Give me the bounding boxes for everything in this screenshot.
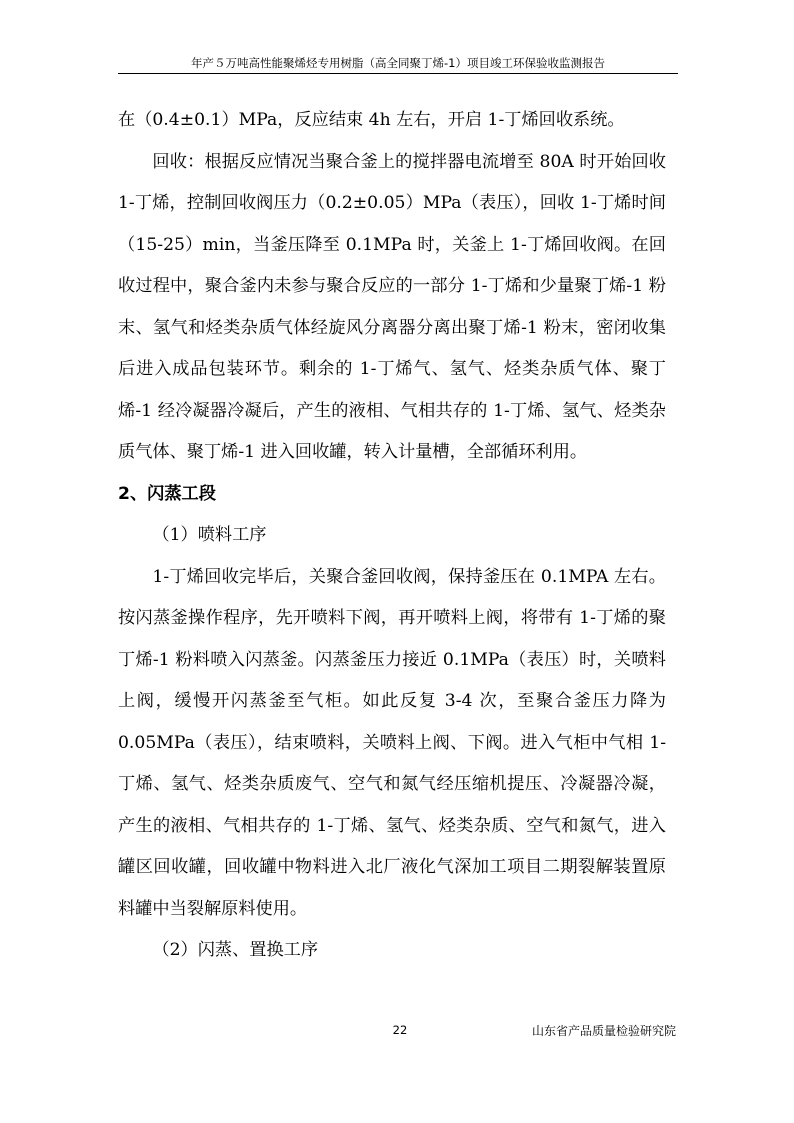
footer-organization: 山东省产品质量检验研究院 [531,1024,676,1038]
paragraph-spraying: 1-丁烯回收完毕后，关聚合釜回收阀，保持釜压在 0.1MPA 左右。按闪蒸釜操作程序，先开喷料下阀，再开喷料上阀，将带有 1-丁烯的聚丁烯-1 粉料喷入闪蒸釜。闪蒸釜压力接近 0.1MPa（表压）时，关喷料上阀，缓慢开闪蒸釜至气柜。如此反复 3-4 次，至聚合釜压力降为 0.05MPa（表压），结束喷料，关喷料上阀、下阀。进入气柜中气相 1-丁烯、氢气、烃类杂质废气、空气和氮气经压缩机提压、冷凝器冷凝，产生的液相、气相共存的 1-丁烯、氢气、烃类杂质、空气和氮气，进入罐区回收罐，回收罐中物料进入北厂液化气深加工项目二期裂解装置原料罐中当裂解原料使用。 [118,566,666,919]
paragraph-continuation: 在（0.4±0.1）MPa，反应结束 4h 左右，开启 1-丁烯回收系统。 [118,110,625,130]
subsection-heading-flash-replacement: （2）闪蒸、置换工序 [152,940,319,960]
subsection-heading-spraying: （1）喷料工序 [152,525,267,545]
header-rule [118,73,678,74]
paragraph-recovery: 回收：根据反应情况当聚合釜上的搅拌器电流增至 80A 时开始回收 1-丁烯，控制回收阀压力（0.2±0.05）MPa（表压），回收 1-丁烯时间（15-25）min，当釜压降至 0.1MPa 时，关釜上 1-丁烯回收阀。在回收过程中，聚合釜内未参与聚合反应的一部分 1-丁烯和少量聚丁烯-1 粉末、氢气和烃类杂质气体经旋风分离器分离出聚丁烯-1 粉末，密闭收集后进入成品包装环节。剩余的 1-丁烯气、氢气、烃类杂质气体、聚丁烯-1 经冷凝器冷凝后，产生的液相、气相共存的 1-丁烯、氢气、烃类杂质气体、聚丁烯-1 进入回收罐，转入计量槽，全部循环利用。 [118,151,666,462]
page-number: 22 [392,1023,408,1037]
running-header: 年产５万吨高性能聚烯烃专用树脂（高全同聚丁烯-1）项目竣工环保验收监测报告 [191,56,605,70]
section-heading-flash-stage: 2、闪蒸工段 [118,483,216,504]
document-body [118,100,666,972]
